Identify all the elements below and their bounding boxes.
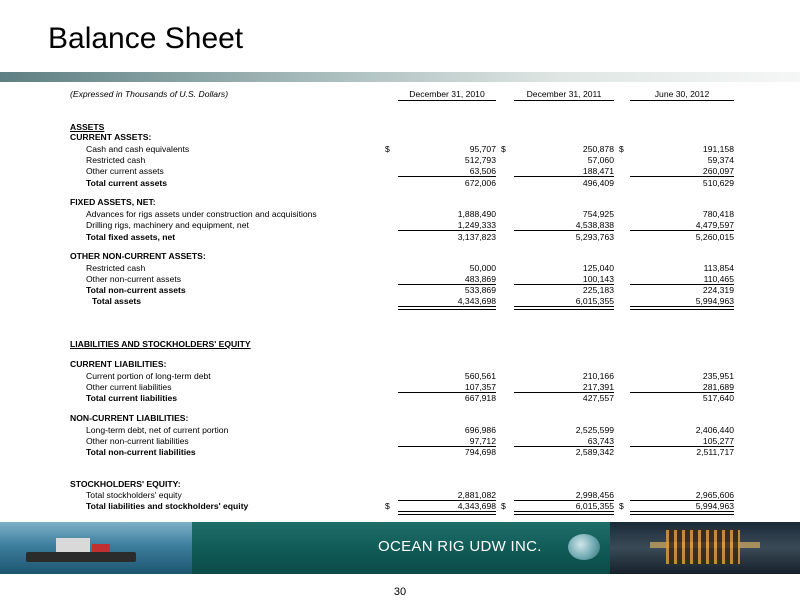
value-2010: 50,000	[469, 263, 496, 273]
total-2012: 5,260,015	[695, 232, 734, 242]
row-label: Total stockholders' equity	[86, 490, 182, 500]
total-2012: 224,319	[702, 285, 734, 295]
double-rule	[398, 306, 496, 310]
total-label: Total liabilities and stockholders' equity	[86, 501, 249, 511]
total-2011: 225,183	[582, 285, 614, 295]
dollar-sign: $	[501, 501, 506, 511]
grand-total-2011: 6,015,355	[575, 296, 614, 306]
value-2010: 97,712	[469, 436, 496, 446]
row-label: Current portion of long-term debt	[86, 371, 211, 381]
header-underline	[398, 100, 496, 101]
company-logo-icon	[568, 534, 600, 560]
double-rule	[630, 511, 734, 515]
total-label: Total non-current liabilities	[86, 447, 196, 457]
total-label: Total current assets	[86, 178, 168, 188]
double-rule	[398, 511, 496, 515]
ship-superstructure	[56, 538, 90, 552]
grand-total-label: Total assets	[92, 296, 142, 306]
total-2011: 2,589,342	[575, 447, 614, 457]
total-2012: 5,994,963	[695, 501, 734, 511]
subtotal-rule	[630, 230, 734, 231]
total-2010: 533,869	[464, 285, 496, 295]
grand-total-2010: 4,343,698	[457, 296, 496, 306]
total-2010: 672,006	[464, 178, 496, 188]
total-2011: 427,557	[582, 393, 614, 403]
value-2010: 2,881,082	[457, 490, 496, 500]
double-rule	[514, 306, 614, 310]
company-name: OCEAN RIG UDW INC.	[378, 538, 542, 555]
total-2010: 667,918	[464, 393, 496, 403]
value-2012: 2,965,606	[695, 490, 734, 500]
value-2012: 113,854	[703, 263, 734, 273]
group-heading: FIXED ASSETS, NET:	[70, 197, 156, 207]
total-2011: 5,293,763	[575, 232, 614, 242]
total-label: Total fixed assets, net	[86, 232, 176, 242]
rig-structure	[666, 530, 740, 564]
company-banner	[192, 522, 610, 574]
value-2011: 63,743	[587, 436, 614, 446]
row-label: Advances for rigs assets under construction and acquisitions	[86, 209, 317, 219]
value-2012: 110,465	[703, 274, 734, 284]
group-heading: NON-CURRENT LIABILITIES:	[70, 413, 189, 423]
subtotal-rule	[630, 176, 734, 177]
value-2012: 105,277	[702, 436, 734, 446]
value-2012: 235,951	[702, 371, 734, 381]
value-2010: 512,793	[464, 155, 496, 165]
group-heading: CURRENT LIABILITIES:	[70, 359, 167, 369]
row-label: Other non-current liabilities	[86, 436, 189, 446]
value-2011: 217,391	[582, 382, 614, 392]
header-underline	[514, 100, 614, 101]
column-header-2012: June 30, 2012	[654, 89, 710, 99]
value-2011: 210,166	[582, 371, 614, 381]
row-label: Other current liabilities	[86, 382, 172, 392]
value-2011: 188,471	[582, 166, 614, 176]
group-heading: CURRENT ASSETS:	[70, 132, 152, 142]
page-title: Balance Sheet	[48, 22, 244, 55]
ship-photo	[0, 522, 192, 574]
row-label: Cash and cash equivalents	[86, 144, 190, 154]
value-2012: 191,158	[702, 144, 734, 154]
total-label: Total non-current assets	[86, 285, 186, 295]
double-rule	[630, 306, 734, 310]
value-2012: 281,689	[702, 382, 734, 392]
dollar-sign: $	[501, 144, 506, 154]
value-2011: 100,143	[582, 274, 614, 284]
row-label: Other non-current assets	[86, 274, 182, 284]
ship-deck-detail	[92, 544, 110, 552]
group-heading: STOCKHOLDERS' EQUITY:	[70, 479, 181, 489]
value-2011: 125,040	[582, 263, 614, 273]
row-label: Drilling rigs, machinery and equipment, net	[86, 220, 249, 230]
total-2012: 510,629	[702, 178, 734, 188]
value-2011: 754,925	[582, 209, 614, 219]
ship-hull	[26, 552, 136, 562]
subtotal-rule	[398, 230, 496, 231]
row-label: Other current assets	[86, 166, 164, 176]
total-label: Total current liabilities	[86, 393, 178, 403]
total-2010: 3,137,823	[457, 232, 496, 242]
value-2011: 2,525,599	[575, 425, 614, 435]
total-2010: 4,343,698	[457, 501, 496, 511]
value-2010: 1,249,333	[457, 220, 496, 230]
total-2012: 2,511,717	[696, 447, 734, 457]
value-2011: 2,998,456	[575, 490, 614, 500]
units-note: (Expressed in Thousands of U.S. Dollars)	[70, 89, 229, 99]
value-2010: 696,986	[464, 425, 496, 435]
subtotal-rule	[514, 230, 614, 231]
header-underline	[630, 100, 734, 101]
section-heading-liabilities: LIABILITIES AND STOCKHOLDERS' EQUITY	[70, 339, 251, 349]
double-rule	[514, 511, 614, 515]
row-label: Restricted cash	[86, 263, 146, 273]
total-2011: 496,409	[582, 178, 614, 188]
dollar-sign: $	[385, 144, 390, 154]
total-2012: 517,640	[702, 393, 734, 403]
column-header-2010: December 31, 2010	[409, 89, 485, 99]
value-2010: 63,506	[469, 166, 496, 176]
value-2010: 107,357	[464, 382, 496, 392]
value-2010: 483,869	[464, 274, 496, 284]
value-2010: 1,888,490	[457, 209, 496, 219]
value-2011: 4,538,838	[575, 220, 614, 230]
subtotal-rule	[514, 176, 614, 177]
dollar-sign: $	[385, 501, 390, 511]
value-2012: 780,418	[702, 209, 734, 219]
group-heading: OTHER NON-CURRENT ASSETS:	[70, 251, 206, 261]
value-2012: 59,374	[707, 155, 734, 165]
total-2010: 794,698	[464, 447, 496, 457]
value-2012: 4,479,597	[695, 220, 734, 230]
value-2012: 260,097	[702, 166, 734, 176]
dollar-sign: $	[619, 144, 624, 154]
column-header-2011: December 31, 2011	[526, 89, 602, 99]
total-2011: 6,015,355	[575, 501, 614, 511]
page-number: 30	[393, 586, 407, 598]
dollar-sign: $	[619, 501, 624, 511]
row-label: Long-term debt, net of current portion	[86, 425, 229, 435]
subtotal-rule	[398, 176, 496, 177]
section-heading-assets: ASSETS	[70, 122, 105, 132]
drilling-rig-photo	[610, 522, 800, 574]
value-2012: 2,406,440	[695, 425, 734, 435]
value-2011: 250,878	[582, 144, 614, 154]
value-2011: 57,060	[587, 155, 614, 165]
grand-total-2012: 5,994,963	[695, 296, 734, 306]
row-label: Restricted cash	[86, 155, 146, 165]
value-2010: 560,561	[464, 371, 496, 381]
title-divider-band	[0, 72, 800, 82]
value-2010: 95,707	[469, 144, 496, 154]
